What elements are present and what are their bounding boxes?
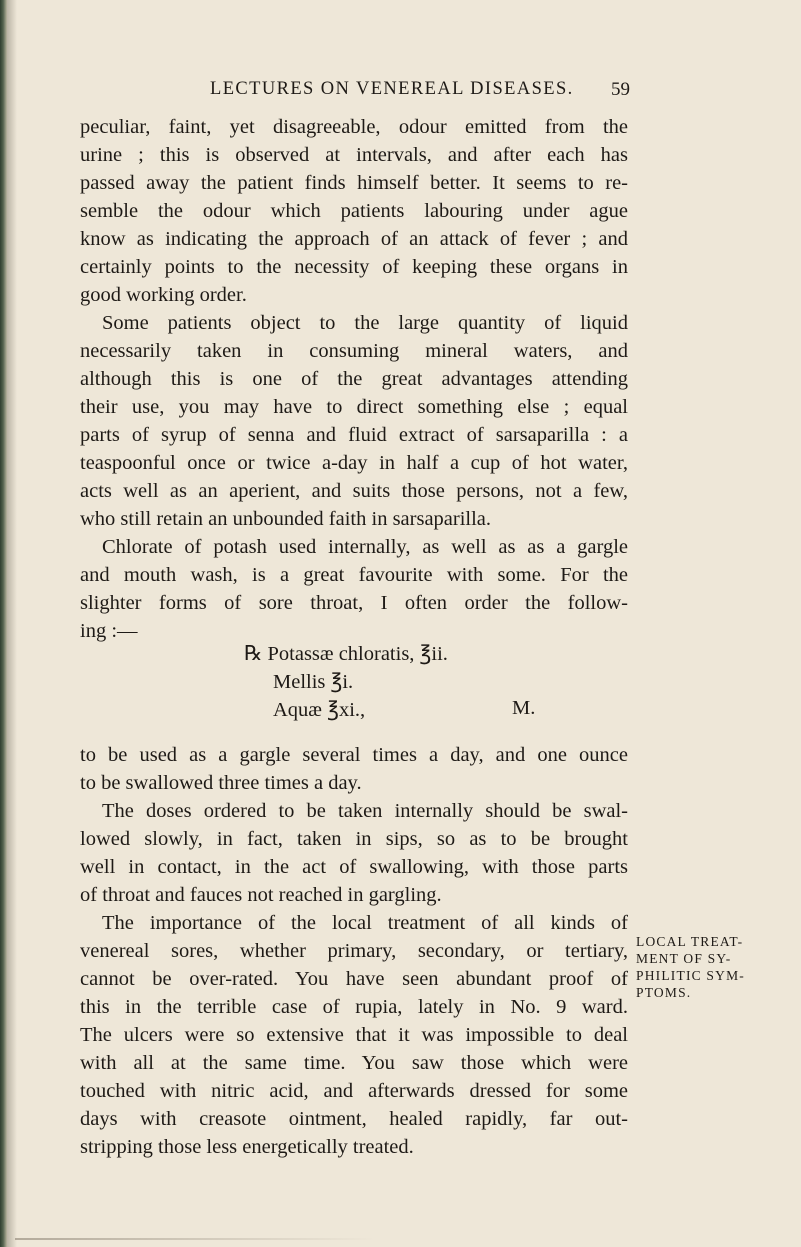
text-line: passed away the patient finds himself better. It seems to re- <box>80 172 628 194</box>
text-line: who still retain an unbounded faith in sarsaparilla. <box>80 508 492 530</box>
text-line: venereal sores, whether primary, secondary, or tertiary, <box>80 940 628 962</box>
text-line: acts well as an aperient, and suits those persons, not a few, <box>80 480 628 502</box>
text-line: good working order. <box>80 284 247 306</box>
page-bottom-shadow <box>15 1238 375 1240</box>
prescription-mark: M. <box>512 697 536 719</box>
marginal-note-line: LOCAL TREAT- <box>636 934 744 949</box>
text-line: stripping those less energetically treated. <box>80 1136 414 1158</box>
text-line: certainly points to the necessity of keeping these organs in <box>80 256 628 278</box>
text-line: touched with nitric acid, and afterwards dressed for some <box>80 1080 628 1102</box>
text-line: days with creasote ointment, healed rapidly, far out- <box>80 1108 628 1130</box>
text-line: to be swallowed three times a day. <box>80 772 362 794</box>
text-line: and mouth wash, is a great favourite with some. For the <box>80 564 628 586</box>
text-line: The ulcers were so extensive that it was impossible to deal <box>80 1024 628 1046</box>
book-spine-edge <box>0 0 7 1247</box>
marginal-note <box>636 933 796 1001</box>
gutter-shadow <box>7 0 17 1247</box>
text-line: parts of syrup of senna and fluid extract of sarsaparilla : a <box>80 424 628 446</box>
marginal-note-line: PHILITIC SYM- <box>636 968 745 983</box>
main-text-lower <box>80 741 628 1161</box>
text-line: necessarily taken in consuming mineral waters, and <box>80 340 628 362</box>
running-header <box>210 79 630 103</box>
prescription-line-2: Mellis ℥i. <box>273 671 354 693</box>
marginal-note-line: MENT OF SY- <box>636 951 732 966</box>
text-line: Chlorate of potash used internally, as well as as a gargle <box>102 536 628 558</box>
text-line: The doses ordered to be taken internally should be swal- <box>102 800 628 822</box>
main-text-upper <box>80 113 628 645</box>
running-title: LECTURES ON VENEREAL DISEASES. <box>210 79 574 99</box>
text-line: although this is one of the great advantages attending <box>80 368 628 390</box>
prescription-line-3: Aquæ ℥xi., <box>273 699 366 721</box>
text-line: cannot be over-rated. You have seen abundant proof of <box>80 968 628 990</box>
text-line: know as indicating the approach of an attack of fever ; and <box>80 228 628 250</box>
text-line: of throat and fauces not reached in gargling. <box>80 884 442 906</box>
marginal-note-line: PTOMS. <box>636 985 692 1000</box>
text-line: teaspoonful once or twice a-day in half a cup of hot water, <box>80 452 628 474</box>
text-line: peculiar, faint, yet disagreeable, odour emitted from the <box>80 116 628 138</box>
text-line: their use, you may have to direct something else ; equal <box>80 396 628 418</box>
text-line: The importance of the local treatment of all kinds of <box>102 912 628 934</box>
text-line: semble the odour which patients labouring under ague <box>80 200 628 222</box>
text-line: Some patients object to the large quantity of liquid <box>102 312 628 334</box>
text-line: urine ; this is observed at intervals, and after each has <box>80 144 628 166</box>
text-line: with all at the same time. You saw those which were <box>80 1052 628 1074</box>
prescription-line-1: ℞ Potassæ chloratis, ℥ii. <box>244 643 448 665</box>
text-line: to be used as a gargle several times a day, and one ounce <box>80 744 628 766</box>
text-line: ing :— <box>80 620 138 642</box>
text-line: slighter forms of sore throat, I often order the follow- <box>80 592 628 614</box>
text-line: lowed slowly, in fact, taken in sips, so as to be brought <box>80 828 628 850</box>
text-line: this in the terrible case of rupia, lately in No. 9 ward. <box>80 996 628 1018</box>
page-number: 59 <box>611 79 630 100</box>
text-line: well in contact, in the act of swallowing, with those parts <box>80 856 628 878</box>
